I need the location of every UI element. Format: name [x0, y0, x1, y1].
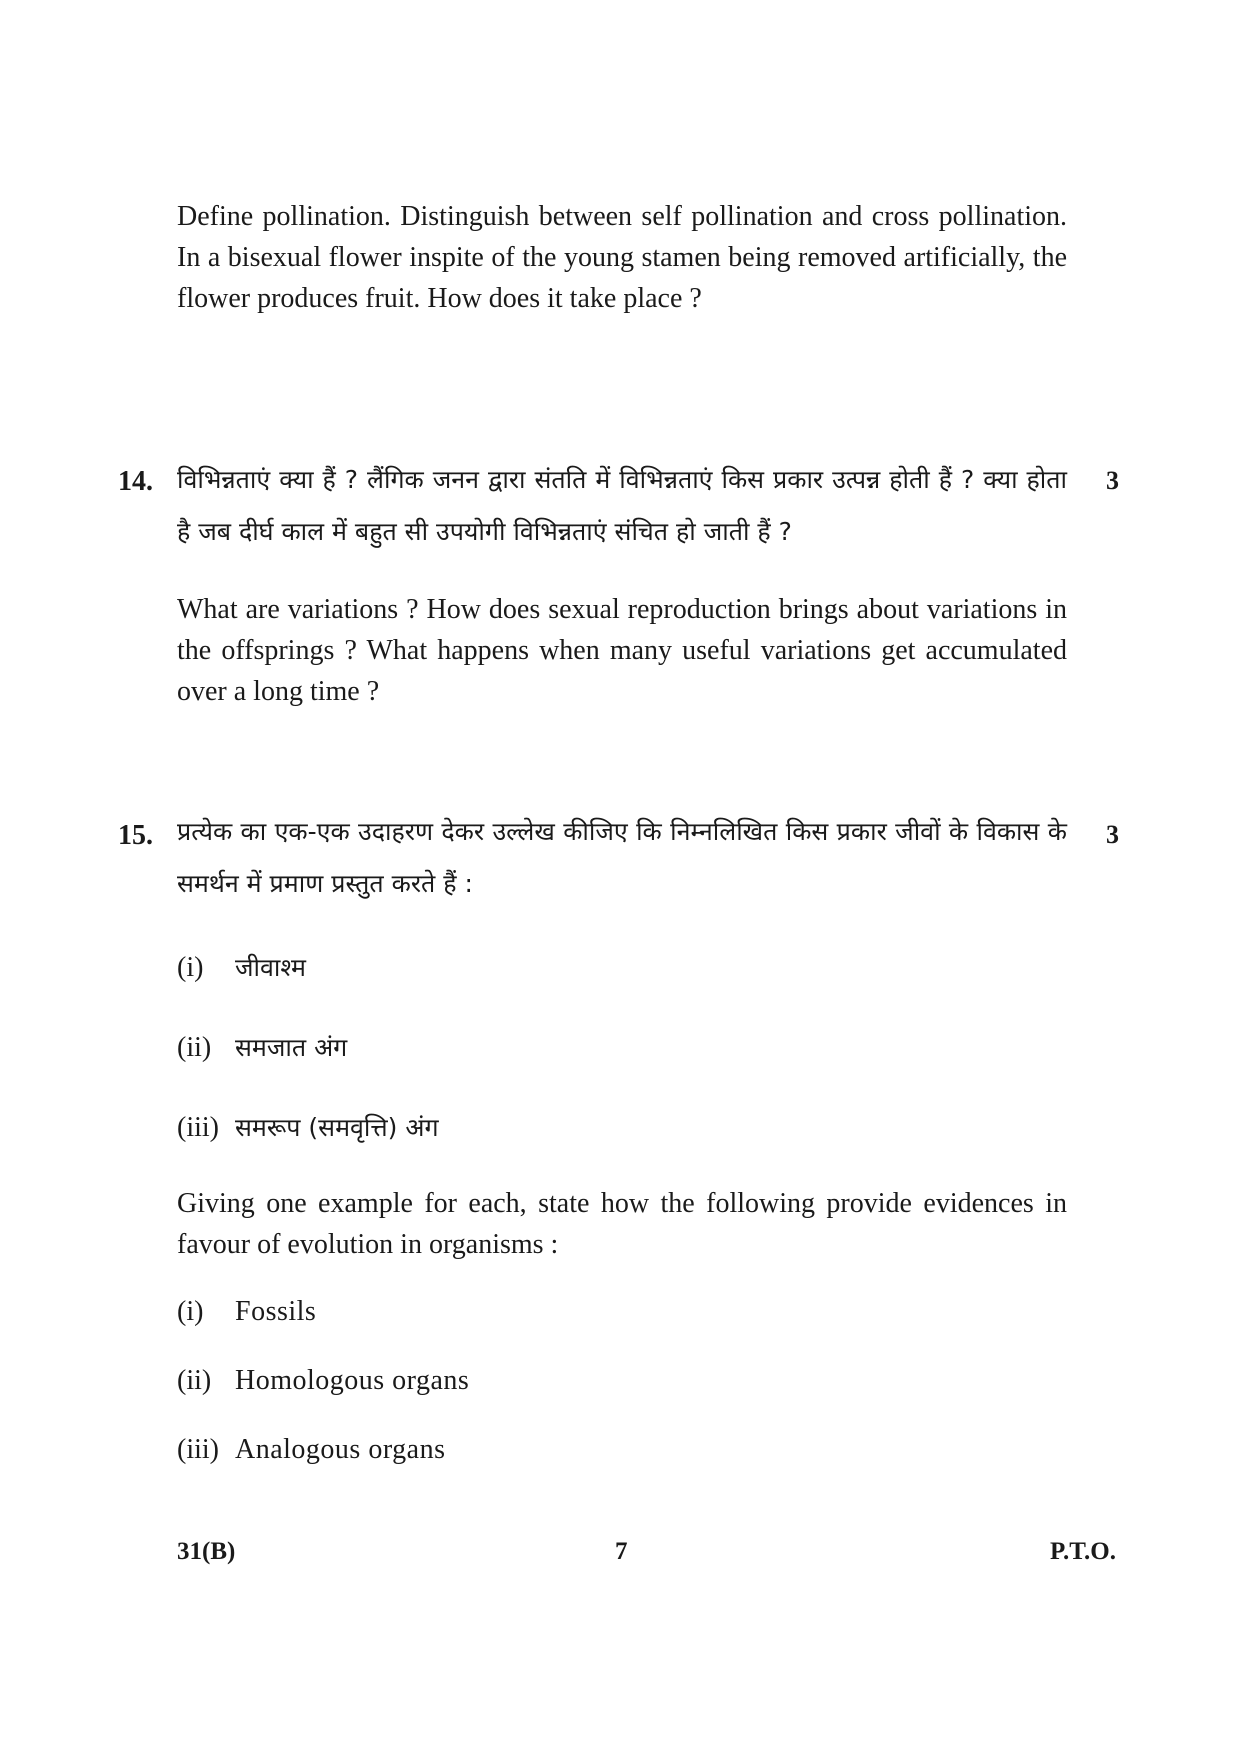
q15-hindi-item-2 — [177, 1030, 347, 1064]
q14-number: 14. — [118, 466, 153, 497]
item-label: (i) — [177, 1296, 204, 1327]
q14-marks: 3 — [1106, 466, 1119, 495]
q15-english-item-3 — [177, 1432, 445, 1466]
q15-hindi-item-3 — [177, 1110, 439, 1144]
item-label: (ii) — [177, 1365, 212, 1396]
pto-label: P.T.O. — [1050, 1538, 1116, 1565]
item-label: (iii) — [177, 1112, 219, 1143]
q14-hindi-text: विभिन्नताएं क्या हैं ? लैंगिक जनन द्वारा संतति में विभिन्नताएं किस प्रकार उत्पन्न होती हैं ? क्या होता है जब दीर्घ काल में बहुत सी उपयोगी विभिन्नताएं संचित हो जाती हैं ? — [177, 465, 1067, 546]
item-label: (ii) — [177, 1032, 212, 1063]
item-text: Homologous organs — [235, 1365, 470, 1396]
q15-english-item-2 — [177, 1363, 469, 1397]
item-label: (iii) — [177, 1434, 219, 1465]
item-text: जीवाश्म — [235, 953, 306, 982]
paper-code: 31(B) — [177, 1538, 236, 1565]
q15-number: 15. — [118, 820, 153, 851]
q14-english-text: What are variations ? How does sexual reproduction brings about variations in the offsprings ? What happens when many useful variations get accumulated over a long time ? — [177, 594, 1067, 707]
q15-hindi-text: प्रत्येक का एक-एक उदाहरण देकर उल्लेख कीजिए कि निम्नलिखित किस प्रकार जीवों के विकास के समर्थन में प्रमाण प्रस्तुत करते हैं : — [177, 817, 1067, 898]
item-text: Fossils — [235, 1296, 317, 1327]
item-text: समजात अंग — [235, 1033, 348, 1062]
q13-english-text: Define pollination. Distinguish between self pollination and cross pollination. In a bisexual flower inspite of the young stamen being removed artificially, the flower produces fruit. How does it take place ? — [177, 201, 1067, 314]
q15-marks: 3 — [1106, 820, 1119, 849]
q15-hindi-item-1 — [177, 950, 306, 984]
q15-english-item-1 — [177, 1294, 316, 1328]
q15-english-text: Giving one example for each, state how the following provide evidences in favour of evolution in organisms : — [177, 1188, 1067, 1260]
item-text: समरूप (समवृत्ति) अंग — [235, 1113, 439, 1142]
item-text: Analogous organs — [235, 1434, 446, 1465]
item-label: (i) — [177, 952, 204, 983]
page-number: 7 — [615, 1538, 628, 1565]
